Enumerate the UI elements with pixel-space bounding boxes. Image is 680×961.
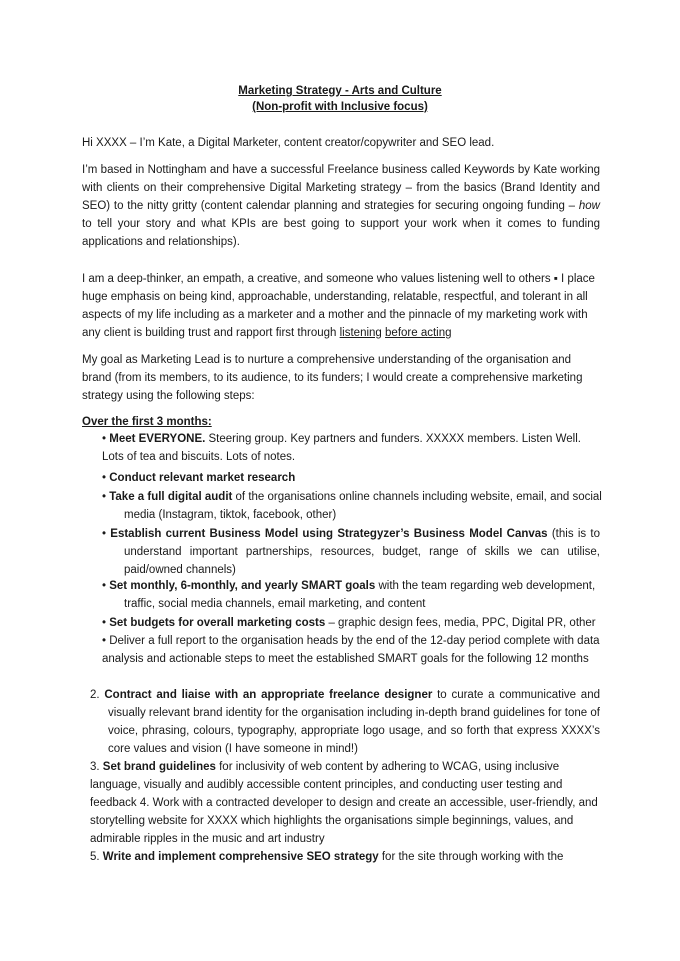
intro-emphasis: how <box>578 200 600 212</box>
intro-text-start: I’m based in Nottingham and have a successful Freelance business called Keywords by Kate working with clients on their comprehensive Digital Marketing strategy – from the basics (Brand Identity and SEO) to the nitty gritty (content calendar planning and strategies for securing ongoing funding – <box>82 164 600 212</box>
numbered-item: 5. Write and implement comprehensive SEO strategy for the site through working with the <box>90 851 564 863</box>
list-item: • Conduct relevant market research <box>102 472 296 484</box>
section-heading: Over the first 3 months: <box>82 416 212 428</box>
document-subtitle: (Non-profit with Inclusive focus) <box>252 101 428 113</box>
list-item: • Meet EVERYONE. Steering group. Key partners and funders. XXXXX members. Listen Well. Lots of tea and biscuits. Lots of notes. <box>102 433 581 463</box>
goal-paragraph: My goal as Marketing Lead is to nurture a comprehensive understanding of the organisation and brand (from its members, to its audience, to its funders; I would create a comprehensive marketing strategy using the following steps: <box>82 354 583 402</box>
listening-link[interactable]: listening <box>339 327 382 339</box>
greeting-paragraph: Hi XXXX – I’m Kate, a Digital Marketer, content creator/copywriter and SEO lead. <box>82 137 495 149</box>
numbered-item: 2. Contract and liaise with an appropriate freelance designer to curate a communicative and visually relevant brand identity for the organisation including in-depth brand guidelines for tone of voice, phrasing, colours, typography, appropriate logo usage, and so forth that express XXXX’s core values and vision (I have someone in mind!) <box>90 689 600 755</box>
before-acting-link[interactable]: before acting <box>385 327 452 339</box>
document-title: Marketing Strategy - Arts and Culture <box>238 85 442 97</box>
intro-text-end: to tell your story and what KPIs are best going to support your work when it comes to funding applications and relationships). <box>82 218 600 248</box>
list-item: • Set monthly, 6-monthly, and yearly SMART goals with the team regarding web development, traffic, social media channels, email marketing, and content <box>102 580 596 610</box>
numbered-item: 3. Set brand guidelines for inclusivity of web content by adhering to WCAG, using inclusive language, visually and audibly accessible content principles, and conducting user testing and feedback 4. Work with a contracted developer to design and create an accessible, user-friendly, and storytelling website for XXXX which highlights the organisations simple beginnings, values, and admirable ripples in the music and art industry <box>90 761 598 845</box>
about-paragraph <box>82 270 600 342</box>
intro-paragraph <box>82 161 600 251</box>
list-item: • Take a full digital audit of the organisations online channels including website, email, and social media (Instagram, tiktok, facebook, other) <box>102 491 602 521</box>
list-item: • Set budgets for overall marketing costs – graphic design fees, media, PPC, Digital PR, other • Deliver a full report to the organisation heads by the end of the 12-day period complete with data analysis and actionable steps to meet the established SMART goals for the following 12 months <box>102 617 600 665</box>
about-text: I am a deep-thinker, an empath, a creative, and someone who values listening well to others ▪ I place huge emphasis on being kind, approachable, understanding, relatable, respectful, and tolerant in all aspects of my life including as a marketer and a mother and the pinnacle of my marketing work with any client is building trust and rapport first through <box>82 273 595 339</box>
list-item: • Establish current Business Model using Strategyzer’s Business Model Canvas (this is to understand important partnerships, resources, budget, range of skills we can utilise, paid/owned channels) <box>102 528 600 576</box>
